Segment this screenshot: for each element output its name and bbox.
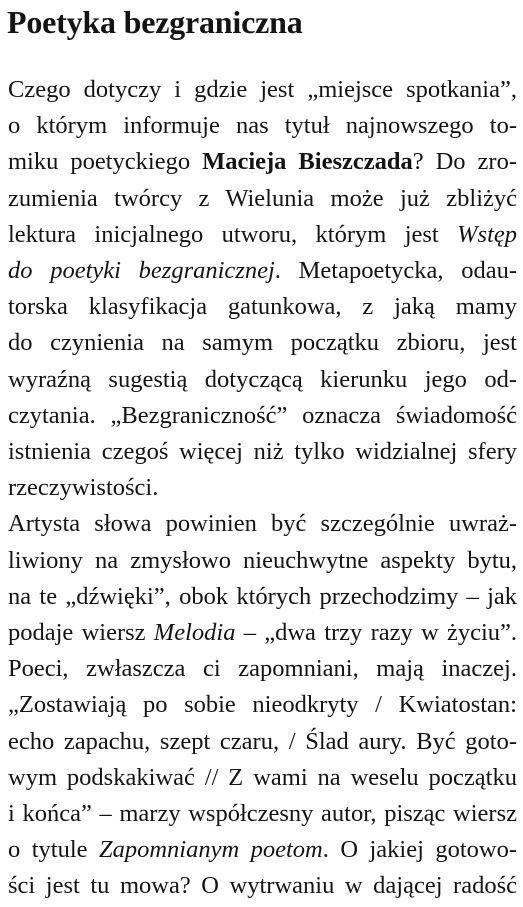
text-run: podaje wiersz [8,619,154,646]
text-run: do czynienia na samym początku zbioru, jest [8,329,517,357]
text-run: miku poetyckiego [8,148,203,176]
text-run: wyraźną sugestią dotyczącą kierunku jego od- [8,365,517,393]
text-run: lektura inicjalnego utworu, którym jest [8,220,458,248]
article-title: Poetyka bezgraniczna [7,4,303,40]
author-name: Macieja Bieszczada [202,148,413,176]
text-run: rzeczywistości. [8,474,159,502]
work-title: Melodia [153,619,236,646]
text-run: czytania. „Bezgraniczność” oznacza świadomość [8,401,517,429]
work-title: Zapomnianym poetom [98,836,323,864]
text-line [8,865,517,907]
text-run: . Metapoetycka, odau- [274,257,517,284]
text-run: istnienia czegoś więcej niż tylko widzialnej sfery [8,438,517,465]
work-title: Wstęp [457,220,517,248]
text-run: – „dwa trzy razy w życiu”. [235,619,518,646]
text-run: i końca” – marzy współczesny autor, pisząc wiersz [8,800,517,827]
text-run: ści jest tu mowa? O wytrwaniu w dającej radość [8,872,517,900]
text-run: torska klasyfikacja gatunkowa, z jaką mamy [8,293,517,321]
text-run: o tytule [8,836,99,864]
text-run: . O jakiej gotowo- [322,836,517,864]
text-run: ? Do zro- [412,148,517,176]
text-run: o którym informuje nas tytuł najnowszego to- [8,112,517,140]
text-run: echo zapachu, szept czaru, / Ślad aury. Być goto- [8,727,517,755]
text-run: na te „dźwięki”, obok których przechodzimy – jak [8,582,517,610]
text-run: wym podskakiwać // Z wami na weselu początku [8,763,517,791]
text-run: Czego dotyczy i gdzie jest „miejsce spotkania”, [8,76,517,103]
text-run: Poeci, zwłaszcza ci zapomniani, mają inaczej. [8,655,517,683]
text-run: liwiony na zmysłowo nieuchwytne aspekty bytu, [8,546,517,574]
work-title: do poetyki bezgranicznej [8,257,275,284]
text-run: zumienia twórcy z Wielunia może już zbliżyć [8,184,517,212]
text-run: Artysta słowa powinien być szczególnie uwraż- [8,510,517,538]
text-run: „Zostawiają po sobie nieodkryty / Kwiatostan: [8,691,517,719]
